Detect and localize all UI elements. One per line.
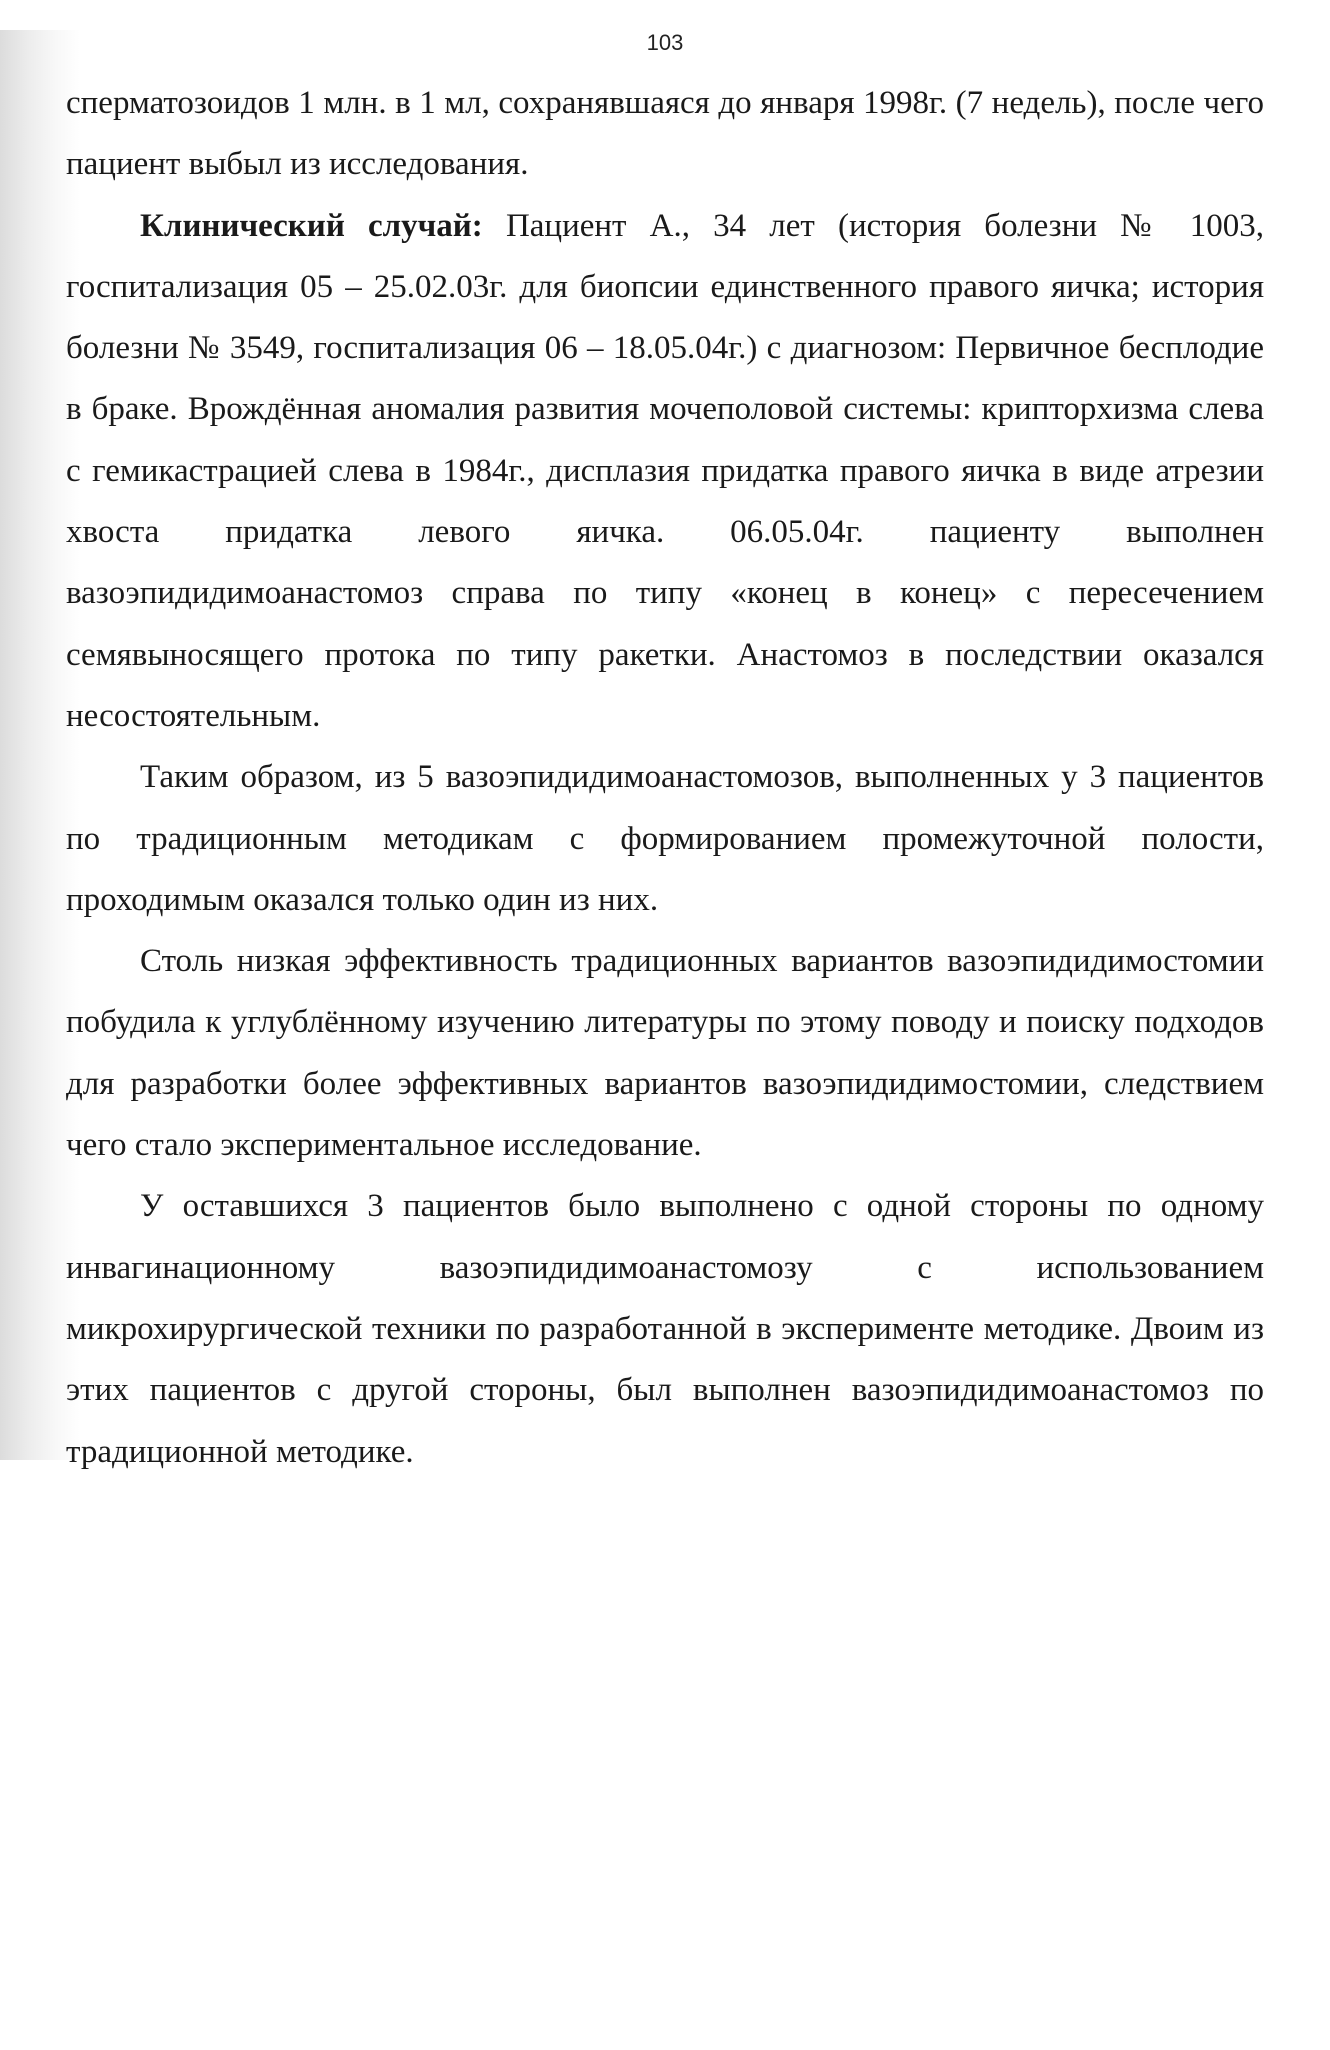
- paragraph-4: Столь низкая эффективность традиционных вариантов вазоэпидидимостомии побудила к углублённому изучению литературы по этому поводу и поиску подходов для разработки более эффективных вариантов вазоэпидидимостомии, следствием чего стало экспериментальное исследование.: [66, 943, 1264, 1164]
- clinical-case-label: Клинический случай:: [140, 207, 483, 244]
- page-number: 103: [646, 30, 684, 55]
- document-body: [66, 73, 1264, 1483]
- paragraph-1: сперматозоидов 1 млн. в 1 мл, сохранявшаяся до января 1998г. (7 недель), после чего пациент выбыл из исследования.: [66, 85, 1264, 183]
- clinical-case-text: Пациент А., 34 лет (история болезни № 1003, госпитализация 05 – 25.02.03г. для биопсии единственного правого яичка; история болезни № 3549, госпитализация 06 – 18.05.04г.) с диагнозом: Первичное бесплодие в браке. Врождённая аномалия развития мочеполовой системы: крипторхизма слева с гемикастрацией слева в 1984г., дисплазия придатка правого яичка в виде атрезии хвоста придатка левого яичка. 06.05.04г. пациенту выполнен вазоэпидидимоанастомоз справа по типу «конец в конец» с пересечением семявыносящего протока по типу ракетки. Анастомоз в последствии оказался несостоятельным.: [66, 207, 1265, 734]
- paragraph-clinical-case: [66, 196, 1264, 748]
- paragraph-5: У оставшихся 3 пациентов было выполнено с одной стороны по одному инвагинационному вазоэпидидимоанастомозу с использованием микрохирургической техники по разработанной в эксперименте методике. Двоим из этих пациентов с другой стороны, был выполнен вазоэпидидимоанастомоз по традиционной методике.: [66, 1188, 1264, 1470]
- paragraph-3: Таким образом, из 5 вазоэпидидимоанастомозов, выполненных у 3 пациентов по традиционным методикам с формированием промежуточной полости, проходимым оказался только один из них.: [66, 759, 1264, 918]
